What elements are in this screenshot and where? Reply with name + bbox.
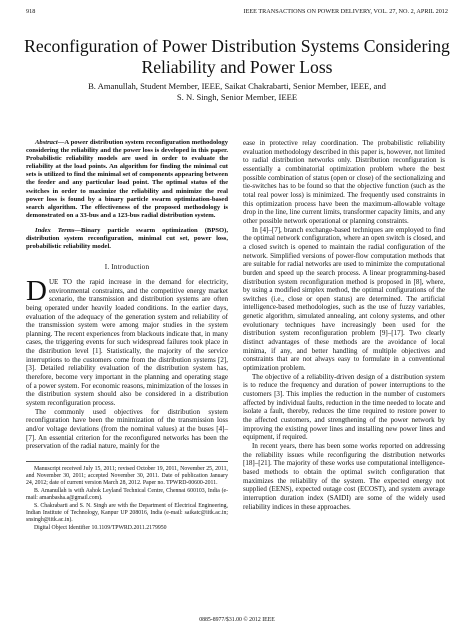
index-terms-text: Binary particle swarm optimization (BPSO), distribution system reconfiguration, minimal cut set, power loss, probabilistic reliability model. <box>26 226 229 251</box>
footnote-author-1: B. Amanullah is with Ashok Leyland Technical Centre, Chennai 600103, India (e-mail: amanbasha.a@gmail.com). <box>26 488 228 501</box>
right-paragraph-4: In recent years, there has been some works reported on addressing the reliability issues while reconfiguring the distribution networks [18]–[21]. The majority of these works use computational intelligence-based methods to obtain the optimal switch configuration that maximizes the reliability of the system. The expected energy not supplied (EENS), expected outage cost (ECOST), and system average interruption duration index (SAIDI) are some of the widely used reliability indices in these approaches. <box>243 441 445 511</box>
intro-paragraph-1 <box>26 274 228 408</box>
right-paragraph-1: ease in protective relay coordination. The probabilistic reliability evaluation methodology described in this paper is, however, not limited to radial distribution networks only. Distribution reconfiguration is essentially a combinatorial optimization problem where the best possible combination of status (open or close) of the sectionalizing and tie-switches has to be found so that the objective function (such as the total real power loss) is minimized. The frequently used constraints in this optimization process have been the maximum-allowable voltage drop in the line, line current limits, transformer capacity limits, and any other possible network operational or planning constraints. <box>243 139 445 225</box>
right-paragraph-3: The objective of a reliability-driven design of a distribution system is to reduce the frequency and duration of power interruptions to the customers [3]. This implies the reduction in the number of customers affected by individual faults, reduction in the time needed to locate and isolate a fault, thereby, reduces the time required to restore power to the affected customers, and strengthening of the power network by improving the existing power lines and installing new power lines and equipment, if required. <box>243 372 445 442</box>
copyright-footer: 0885-8977/$31.00 © 2012 IEEE <box>199 617 275 623</box>
abstract-text: A power distribution system reconfiguration methodology considering the reliability and the power loss is developed in this paper. Probabilistic reliability models are used in order to evaluate the reliability at the load points. An algorithm for finding the minimal cut sets is utilized to find the minimal set of components appearing between the feeder and any particular load point. The optimal status of the switches in order to maximize the reliability and minimize the real power loss is found by a binary particle swarm optimization-based search algorithm. The effectiveness of the proposed methodology is demonstrated on a 33-bus and a 123-bus radial distribution system. <box>26 139 228 219</box>
intro-paragraph-1-text: UE TO the rapid increase in the demand for electricity, environmental constraints, and the competitive energy market scenario, the transmission and distribution systems are often being operated under heavily loaded conditions. In the earlier days, evaluation of the adequacy of the generation system and reliability of the transmission system were among major studies in the system planning. The recent experiences from blackouts indicate that, in many cases, the triggering events for such widespread failures took place in the distribution level [1]. Statistically, the majority of the service interruptions to the customers come from the distribution systems [2], [3]. Detailed reliability evaluation of the distribution system has, therefore, become very important in the planning and operating stage of a power system. For economic reasons, minimization of the losses in the distribution system should also be considered in a distribution system reconfiguration process. <box>26 277 228 408</box>
drop-cap: D <box>26 274 47 307</box>
right-column <box>243 139 445 511</box>
index-terms-label: Index Terms <box>35 226 75 234</box>
running-header <box>26 8 448 18</box>
page-number: 918 <box>26 8 36 15</box>
authors-line-1: B. Amanullah, Student Member, IEEE, Saikat Chakrabarti, Senior Member, IEEE, and <box>88 81 386 91</box>
footnotes <box>26 461 228 532</box>
paper-title: Reconfiguration of Power Distribution Systems Considering Reliability and Power Loss <box>24 36 450 77</box>
section-heading-introduction: I. Introduction <box>104 263 150 272</box>
footnote-author-2: S. Chakrabarti and S. N. Singh are with the Department of Electrical Engineering, Indian Institute of Technology, Kanpur UP 208016, India (e-mail: saikatc@iitk.ac.in; snsingh@iitk.ac.in). <box>26 503 228 523</box>
authors-line-2: S. N. Singh, Senior Member, IEEE <box>176 91 298 102</box>
right-paragraph-2: In [4]–[7], branch exchange-based techniques are employed to find the optimal network configuration, where an open switch is closed, and a closed switch is opened to maintain the radial configuration of the network. Simplified versions of power-flow computation methods that are suitable for radial networks are used to minimize the computational burden and speed up the search process. A linear programming-based distribution system reconfiguration method is proposed in [8], where, by using a modified simplex method, the optimal configurations of the switches (i.e., close or open status) are determined. The artificial intelligence-based methodologies, such as the use of fuzzy variables, genetic algorithm, simulated annealing, ant colony systems, and other evolutionary techniques have increasingly been used for the distribution system reconfiguration problem [9]–[17]. Two clearly distinct advantages of these methods are the avoidance of local minima, if any, and better handling of multiple objectives and constraints that are not always easy to formulate in a conventional optimization problem. <box>243 225 445 373</box>
left-column <box>26 139 228 533</box>
footnote-manuscript: Manuscript received July 15, 2011; revised October 19, 2011, November 25, 2011, and November 30, 2011; accepted November 30, 2011. Date of publication January 24, 2012; date of current version March 28, 2012. Paper no. TPWRD-00600-2011. <box>26 466 228 486</box>
abstract-label: Abstract <box>35 139 58 146</box>
index-terms: Index Terms—Binary particle swarm optimization (BPSO), distribution system reconfiguration, minimal cut set, power loss, probabilistic reliability model. <box>26 226 229 251</box>
journal-header: IEEE TRANSACTIONS ON POWER DELIVERY, VOL. 27, NO. 2, APRIL 2012 <box>243 8 448 15</box>
abstract: Abstract—A power distribution system reconfiguration methodology considering the reliability and the power loss is developed in this paper. Probabilistic reliability models are used in order to evaluate the reliability at the load points. An algorithm for finding the minimal cut sets is utilized to find the minimal set of components appearing between the feeder and any particular load point. The optimal status of the switches in order to maximize the reliability and minimize the real power loss is found by a binary particle swarm optimization-based search algorithm. The effectiveness of the proposed methodology is demonstrated on a 33-bus and a 123-bus radial distribution system. <box>26 139 228 219</box>
author-block <box>40 81 434 102</box>
footnote-doi: Digital Object Identifier 10.1109/TPWRD.2011.2179950 <box>34 525 167 531</box>
intro-paragraph-2: The commonly used objectives for distribution system reconfiguration have been the minimization of the transmission loss and/or voltage deviations (from the nominal values) at the buses [4]–[7]. An essential criterion for the reconfigured networks has been the preservation of the radial nature, mainly for the <box>26 407 228 451</box>
